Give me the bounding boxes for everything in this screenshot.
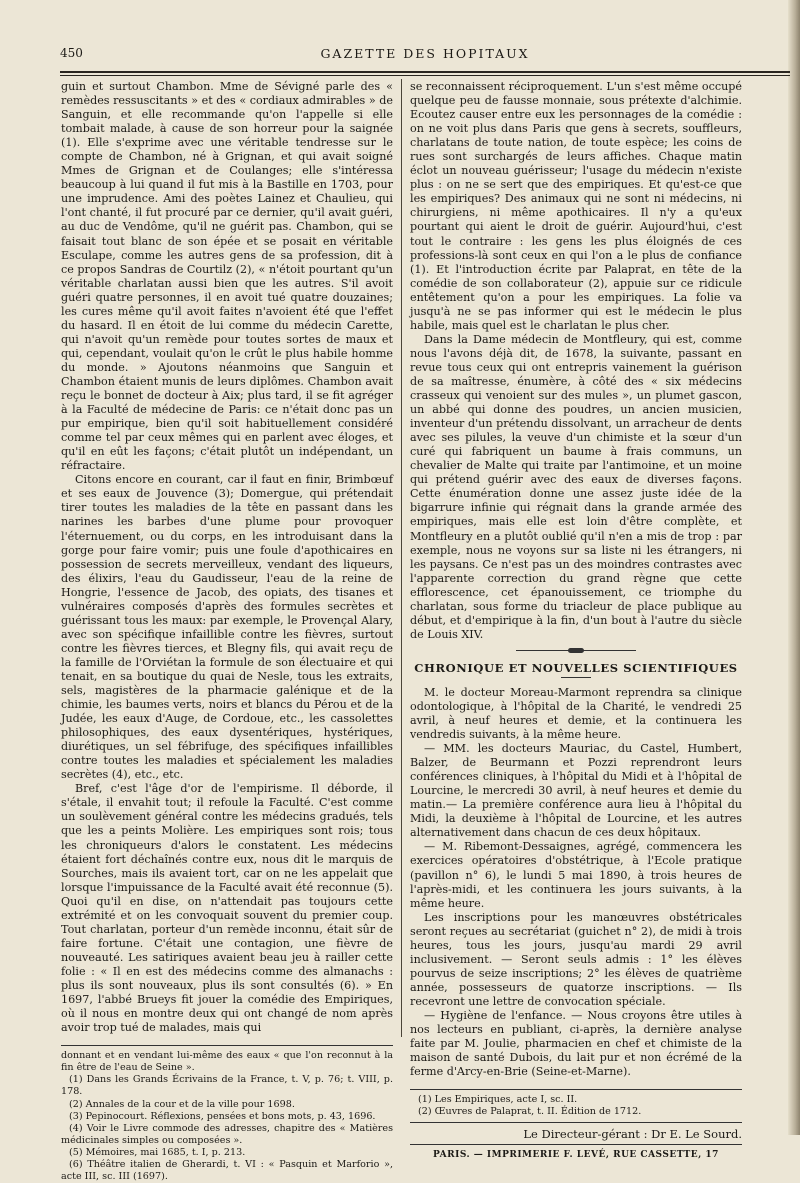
page-number: 450 — [60, 46, 83, 60]
imprint-rule — [410, 1144, 742, 1145]
footnote-continuation: donnant et en vendant lui-même des eaux « que l'on reconnut à la fin être de l'eau de Seine ». — [61, 1050, 393, 1074]
section-ornament-divider — [516, 650, 636, 655]
chronicle-item-1: M. le docteur Moreau-Marmont reprendra sa clinique odontologique, à l'hôpital de la Charité, le vendredi 25 avril, à neuf heures et demie, et la continuera les vendredis suivants, à la même heure. — [410, 685, 742, 742]
left-paragraph-3: Bref, c'est l'âge d'or de l'empirisme. Il déborde, il s'étale, il envahit tout; il refoule la Faculté. C'est comme un soulèvement général contre les médecins gradués, tels que les a peints Molière. Les empiriques sont rois; tous les chroniqueurs d'alors le constatent. Les médecins étaient fort déchaînés contre eux, nous dit le marquis de Sourches, mais ils avaient tort, car on ne les appelait que lorsque l'impuissance de la Faculté avait été reconnue (5). Quoi qu'il en dise, on n'attendait pas toujours cette extrémité et on les convoquait souvent du premier coup. Tout charlatan, porteur d'un remède inconnu, était sûr de faire fortune. C'était une contagion, une fièvre de nouveauté. Les satiriques avaient beau jeu à railler cette folie : « Il en est des médecins comme des almanachs : plus ils sont nouveaux, plus ils sont consultés (6). » En 1697, l'abbé Brueys fit jouer la comédie des Empiriques, où il nous en montre deux qui ont changé de nom après avoir trop tué de malades, mais qui — [61, 782, 393, 1035]
left-column — [61, 80, 393, 1183]
gerant-rule — [410, 1122, 742, 1123]
left-paragraph-1: guin et surtout Chambon. Mme de Sévigné parle des « remèdes ressuscitants » et des « cordiaux admirables » de Sanguin, et elle recommande qu'on l'appelle si elle tombait malade, à cause de son horreur pour la saignée (1). Elle s'exprime avec une véritable tendresse sur le compte de Chambon, né à Grignan, et qui avait soigné Mmes de Grignan et de Coulanges; elle s'intéressa beaucoup à lui quand il fut mis à la Bastille en 1703, pour une imprudence. Ami des poètes Lainez et Chaulieu, qui l'ont chanté, il fut procuré par ce dernier, qu'il avait guéri, au duc de Vendôme, qu'il ne guérit pas. Chambon, qui se faisait tout blanc de son épée et se posait en véritable Esculape, comme les autres gens de sa profession, dit à ce propos Sandras de Courtilz (2), « n'étoit pourtant qu'un véritable charlatan aussi bien que les autres. S'il avoit guéri quatre personnes, il en avoit tué quatre douzaines; les cures même qu'il avoit faites n'avoient été que l'effet du hasard. Il en étoit de lui comme du médecin Carette, qui n'avoit qu'un remède pour toutes sortes de maux et qui, cependant, voulait qu'on le crût le plus habile homme du monde. » Ajoutons néanmoins que Sanguin et Chambon étaient munis de leurs diplômes. Chambon avait reçu le bonnet de docteur à Aix; plus tard, il se fit agréger à la Faculté de médecine de Paris: ce n'était donc pas un pur empirique, bien qu'il soit habituellement considéré comme tel par ceux mêmes qui en parlent avec éloges, et qu'il en eût les façons; c'était plutôt un indépendant, un réfractaire. — [61, 80, 393, 473]
section-title-rule — [561, 677, 591, 678]
chronicle-item-4: Les inscriptions pour les manœuvres obstétricales seront reçues au secrétariat (guichet n° 2), de midi à trois heures, tous les jours, jusqu'au mardi 29 avril inclusivement. — Seront seuls admis : 1° les élèves pourvus de seize inscriptions; 2° les élèves de quatrième année, possesseurs de quatorze inscriptions. — Ils recevront une lettre de convocation spéciale. — [410, 910, 742, 1008]
footnote-2: (2) Annales de la cour et de la ville pour 1698. — [69, 1098, 295, 1110]
chronicle-item-5: — Hygiène de l'enfance. — Nous croyons être utiles à nos lecteurs en publiant, ci-après, la dernière analyse faite par M. Joulie, pharmacien en chef et chimiste de la maison de santé Dubois, du lait pur et non écrémé de la ferme d'Arcy-en-Brie (Seine-et-Marne). — [410, 1009, 742, 1079]
chronicle-item-2: — MM. les docteurs Mauriac, du Castel, Humbert, Balzer, de Beurmann et Pozzi reprendront leurs conférences cliniques, à l'hôpital du Midi et à l'hôpital de Lourcine, le mercredi 30 avril, à neuf heures et demie du matin.— La première conférence aura lieu à l'hôpital du Midi, la deuxième à l'hôpital de Lourcine, et les autres alternativement dans chacun de ces deux hôpitaux. — [410, 742, 742, 840]
chronicle-item-3: — M. Ribemont-Dessaignes, agrégé, commencera les exercices opératoires d'obstétrique, à l'Ecole pratique (pavillon n° 6), le lundi 5 mai 1890, à trois heures de l'après-midi, et les continuera les jours suivants, à la même heure. — [410, 840, 742, 910]
column-divider — [401, 79, 402, 1037]
director-signature-line: Le Directeur-gérant : Dr E. Le Sourd. — [523, 1127, 742, 1142]
left-footnote-rule — [61, 1045, 393, 1046]
right-footnote-2: (2) Œuvres de Palaprat, t. II. Édition de 1712. — [418, 1106, 642, 1118]
footnote-3: (3) Pepinocourt. Réflexions, pensées et bons mots, p. 43, 1696. — [69, 1110, 376, 1122]
right-paragraph-2: Dans la Dame médecin de Montfleury, qui est, comme nous l'avons déjà dit, de 1678, la suivante, passant en revue tous ceux qui ont entrepris vainement la guérison de sa maîtresse, énumère, à côté des « six médecins crasseux qui venoient sur des mules », un plumet gascon, un abbé qui donne des poudres, un ancien musicien, inventeur d'un prétendu dissolvant, un arracheur de dents avec ses pilules, la veuve d'un chimiste et la sœur d'un curé qui fabriquent un baume à frais communs, un chevalier de Malte qui traite par l'antimoine, et un moine qui prétend guérir avec des eaux de diverses façons. Cette énumération donne une assez juste idée de la bigarrure infinie qui régnait dans la grande armée des empiriques, mais elle est loin d'être complète, et Montfleury en a plutôt oublié qu'il n'en a mis de trop : par exemple, nous ne voyons sur sa liste ni les étrangers, ni les paysans. Ce n'est pas un des moindres contrastes avec l'apparente correction du grand règne que cette efflorescence, cet épanouissement, ce triomphe du charlatan, sous forme du triacleur de place publique au début, et d'empirique à la fin, d'un bout à l'autre du siècle de Louis XIV. — [410, 332, 742, 641]
right-footnote-1: (1) Les Empiriques, acte I, sc. II. — [418, 1094, 578, 1106]
right-footnotes — [410, 1094, 742, 1118]
right-column — [410, 80, 742, 1161]
left-footnotes — [61, 1050, 393, 1183]
footnote-6: (6) Théâtre italien de Gherardi, t. VI : « Pasquin et Marforio », acte III, sc. III (1697). — [61, 1159, 393, 1183]
footnote-1: (1) Dans les Grands Écrivains de la France, t. V, p. 76; t. VIII, p. 178. — [61, 1074, 393, 1098]
header-rule-thin — [60, 75, 790, 76]
section-title: CHRONIQUE ET NOUVELLES SCIENTIFIQUES — [414, 660, 738, 675]
right-footnote-rule — [410, 1089, 742, 1090]
page-edge-shadow — [788, 0, 800, 1135]
footnote-5: (5) Mémoires, mai 1685, t. I, p. 213. — [69, 1146, 246, 1158]
header-rule-thick — [60, 71, 790, 73]
right-paragraph-1: se reconnaissent réciproquement. L'un s'est même occupé quelque peu de fausse monnaie, sous prétexte d'alchimie. Ecoutez causer entre eux les personnages de la comédie : on ne voit plus dans Paris que gens à secrets, souffleurs, charlatans de toute nation, de toute espèce; les coins de rues sont surchargés de leurs affiches. Chaque matin éclot un nouveau guérisseur; l'usage du médecin n'existe plus : on ne se sert que des empiriques. Et qu'est-ce que les empiriques? Des animaux qui ne sont ni médecins, ni chirurgiens, ni même apothicaires. Il n'y a qu'eux pourtant qui aient le droit de guérir. Aujourd'hui, c'est tout le contraire : les gens les plus éloignés de ces professions-là sont ceux en qui l'on a le plus de confiance (1). Et l'introduction écrite par Palaprat, en tête de la comédie de son collaborateur (2), appuie sur ce ridicule entêtement qu'on a pour les empiriques. La folie va jusqu'à ne se pas informer qui est le médecin le plus habile, mais quel est le charlatan le plus cher. — [410, 80, 742, 332]
page-header — [60, 46, 790, 66]
printer-imprint: PARIS. — IMPRIMERIE F. LEVÉ, RUE CASSETTE, 17 — [433, 1150, 719, 1161]
left-paragraph-2: Citons encore en courant, car il faut en finir, Brimbœuf et ses eaux de Jouvence (3); Domergue, qui prétendait tirer toutes les maladies de la tête en passant dans les narines les barbes d'une plume pour provoquer l'éternuement, ou du corps, en les introduisant dans la gorge pour faire vomir; puis une foule d'apothicaires en possession de secrets merveilleux, vendant des liqueurs, des élixirs, l'eau du Gaudisseur, l'eau de la reine de Hongrie, l'essence de Jacob, des opiats, des tisanes et vulnéraires composés d'après des formules secrètes et guérissant tous les maux: par exemple, le Provençal Alary, avec son spécifique infaillible contre les fièvres, surtout contre les fièvres tierces, et Blegny fils, qui avait reçu de la famille de l'Orviétan la formule de son électuaire et qui tenait, en sa boutique du quai de Nesle, tous les extraits, sels, magistères de la pharmacie galénique et de la chimie, les baumes verts, noirs et blancs du Pérou et de la Judée, les eaux d'Auge, de Cordoue, etc., les cassolettes philosophiques, des eaux dysentériques, hystériques, diurétiques, un sel fébrifuge, des spécifiques infaillibles contre toutes les maladies et spécialement les maladies secrètes (4), etc., etc. — [61, 473, 393, 782]
footnote-4: (4) Voir le Livre commode des adresses, chapitre des « Matières médicinales simples ou composées ». — [61, 1122, 393, 1146]
running-title: GAZETTE DES HOPITAUX — [320, 46, 530, 61]
